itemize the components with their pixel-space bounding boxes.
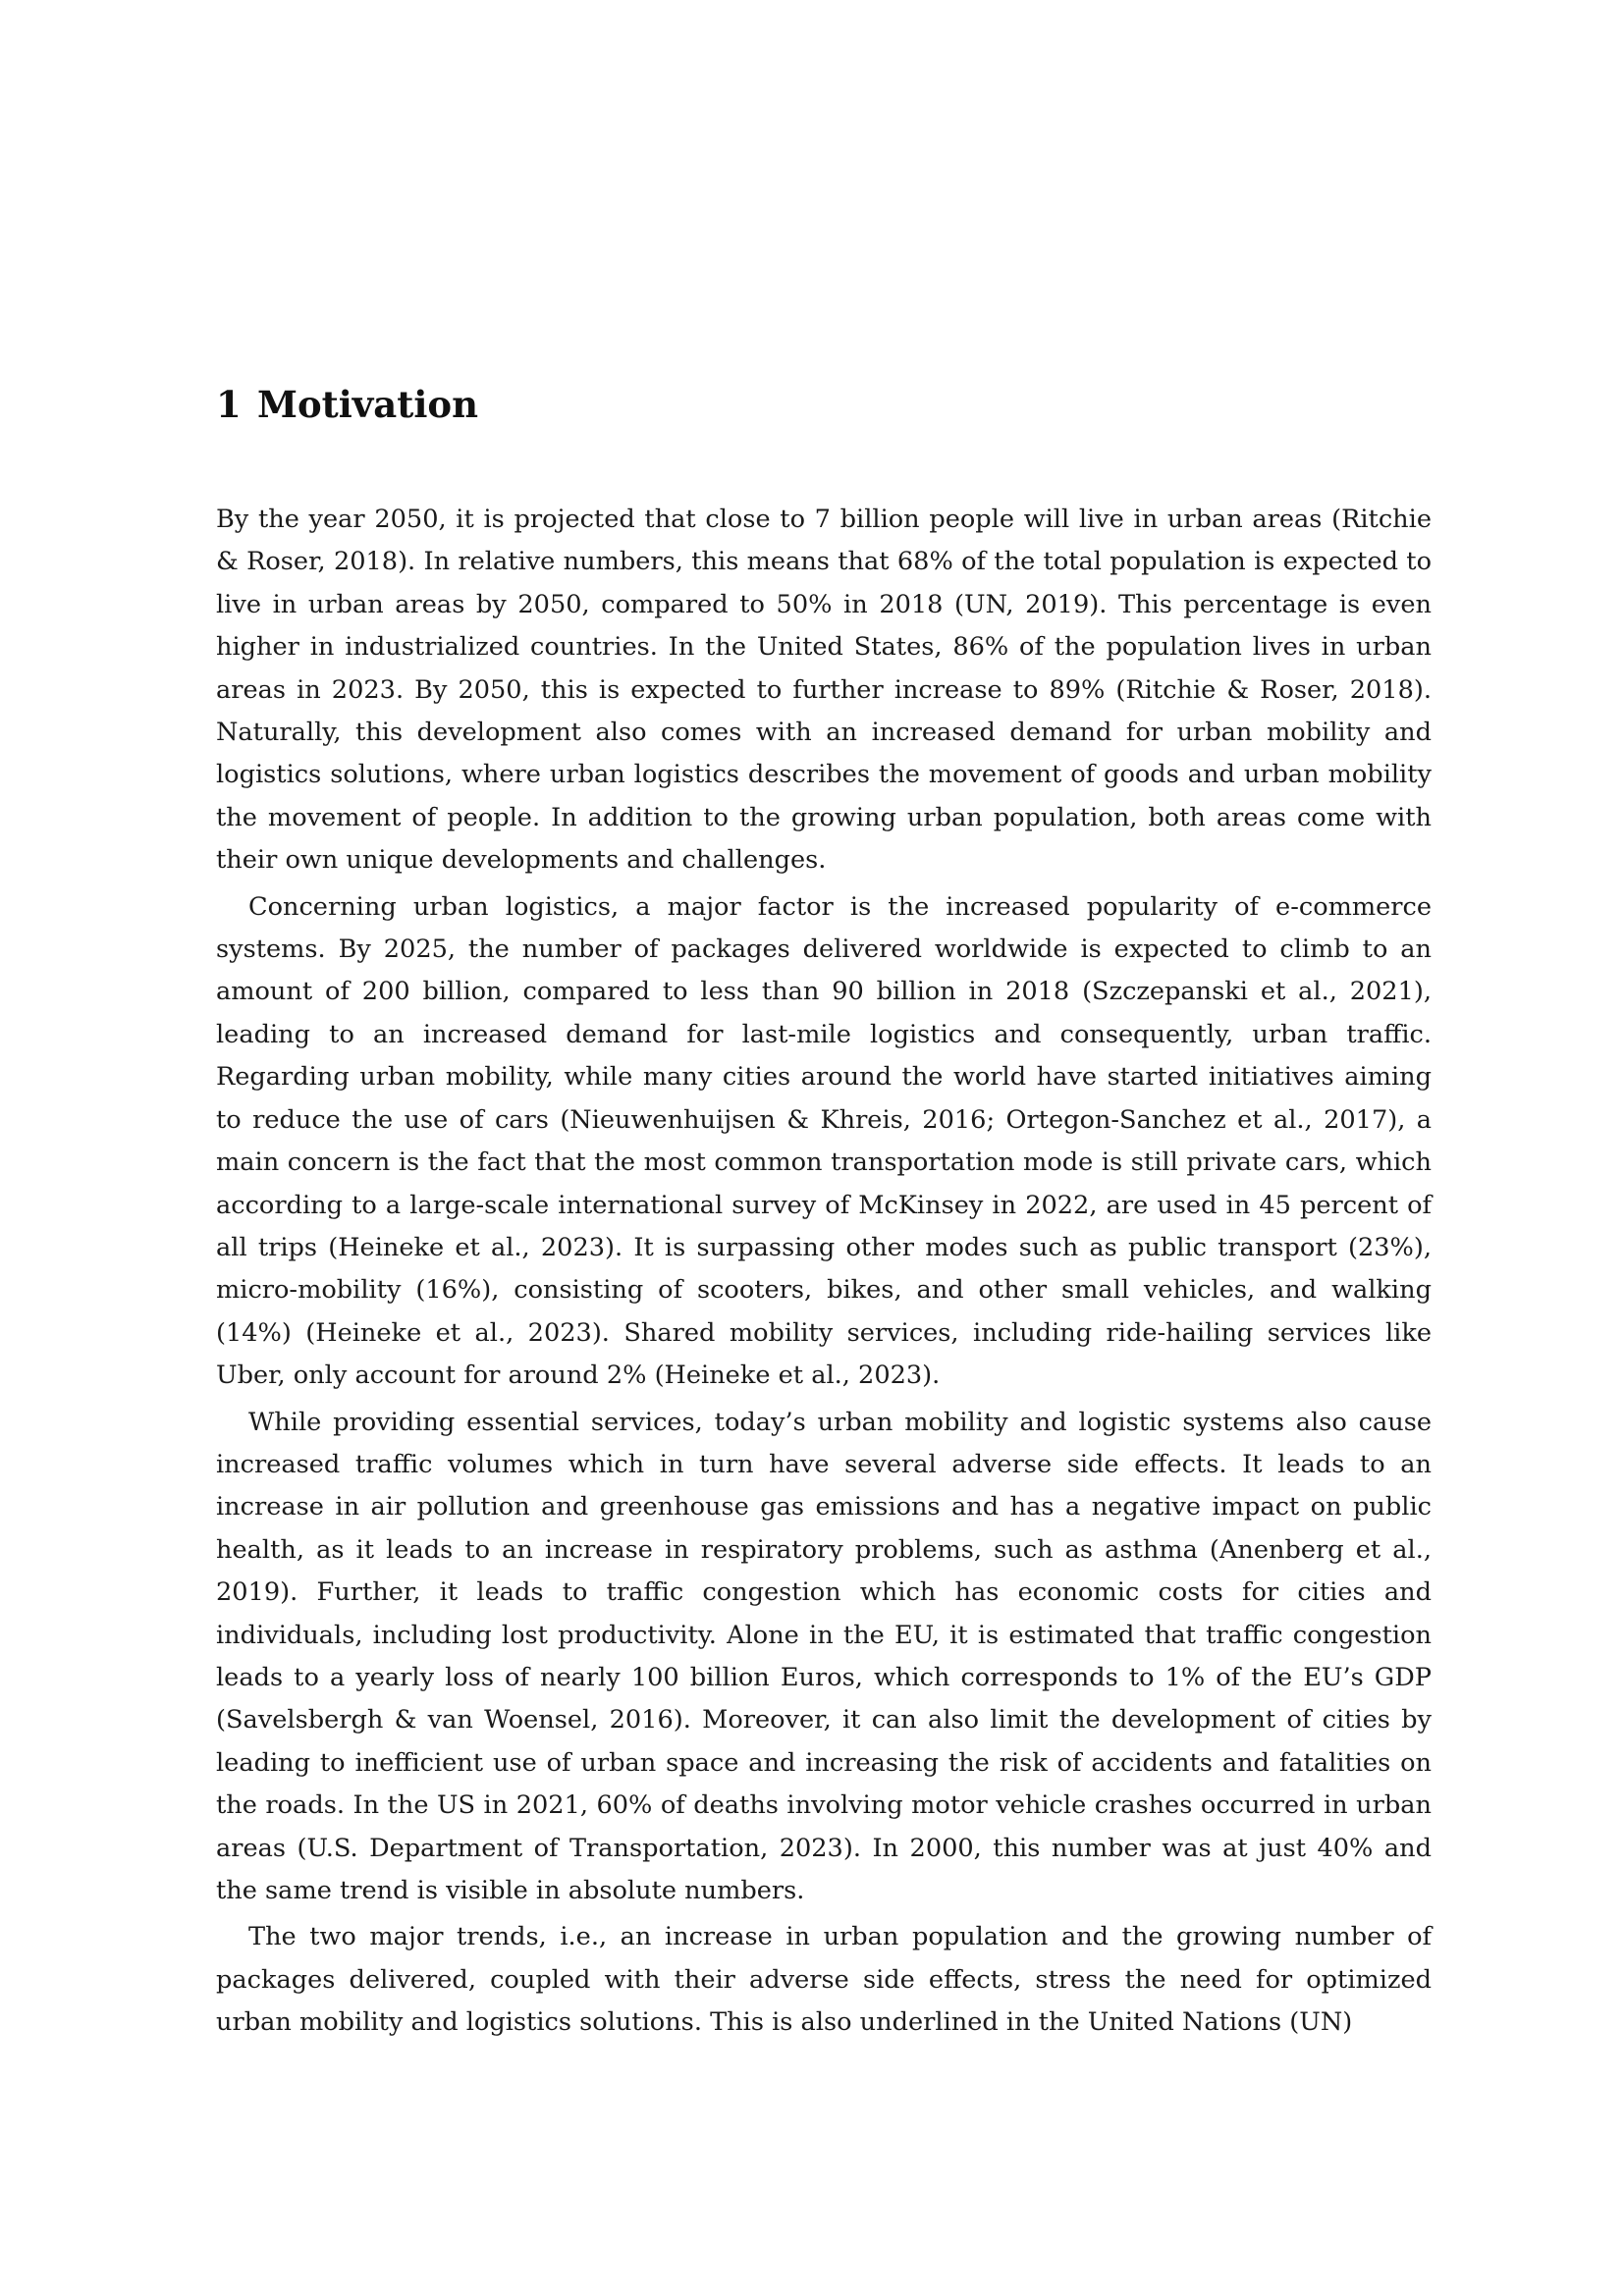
section-title: Motivation	[257, 383, 478, 426]
paragraph-1: By the year 2050, it is projected that close to 7 billion people will live in urban areas (Ritchie & Roser, 2018). In relative numbers, this means that 68% of the total population is expected to live in urban areas by 2050, compared to 50% in 2018 (UN, 2019). This percentage is even higher in industrialized countries. In the United States, 86% of the population lives in urban areas in 2023. By 2050, this is expected to further increase to 89% (Ritchie & Roser, 2018). Naturally, this development also comes with an increased demand for urban mobility and logistics solutions, where urban logistics describes the movement of goods and urban mobility the movement of people. In addition to the growing urban population, both areas come with their own unique developments and challenges.	[216, 505, 1432, 876]
section-heading	[216, 381, 478, 428]
paragraph-3: While providing essential services, today’s urban mobility and logistic systems also cause increased traffic volumes which in turn have several adverse side effects. It leads to an increase in air pollution and greenhouse gas emissions and has a negative impact on public health, as it leads to an increase in respiratory problems, such as asthma (Anenberg et al., 2019). Further, it leads to traffic congestion which has economic costs for cities and individuals, including lost productivity. Alone in the EU, it is estimated that traffic congestion leads to a yearly loss of nearly 100 billion Euros, which corresponds to 1% of the EU’s GDP (Savelsbergh & van Woensel, 2016). Moreover, it can also limit the development of cities by leading to inefficient use of urban space and increasing the risk of accidents and fatalities on the roads. In the US in 2021, 60% of deaths involving motor vehicle crashes occurred in urban areas (U.S. Department of Transportation, 2023). In 2000, this number was at just 40% and the same trend is visible in absolute numbers.	[216, 1407, 1432, 1905]
section-number: 1	[216, 383, 242, 426]
body-text	[216, 499, 1432, 2049]
paragraph-4: The two major trends, i.e., an increase in urban population and the growing number of packages delivered, coupled with their adverse side effects, stress the need for optimized urban mobility and logistics solutions. This is also underlined in the United Nations (UN)	[216, 1922, 1432, 2038]
paragraph-2: Concerning urban logistics, a major factor is the increased popularity of e-commerce systems. By 2025, the number of packages delivered worldwide is expected to climb to an amount of 200 billion, compared to less than 90 billion in 2018 (Szczepanski et al., 2021), leading to an increased demand for last-mile logistics and consequently, urban traffic. Regarding urban mobility, while many cities around the world have started initiatives aiming to reduce the use of cars (Nieuwenhuijsen & Khreis, 2016; Ortegon-Sanchez et al., 2017), a main concern is the fact that the most common transportation mode is still private cars, which according to a large-scale international survey of McKinsey in 2022, are used in 45 percent of all trips (Heineke et al., 2023). It is surpassing other modes such as public transport (23%), micro-mobility (16%), consisting of scooters, bikes, and other small vehicles, and walking (14%) (Heineke et al., 2023). Shared mobility services, including ride-hailing services like Uber, only account for around 2% (Heineke et al., 2023).	[216, 891, 1432, 1391]
